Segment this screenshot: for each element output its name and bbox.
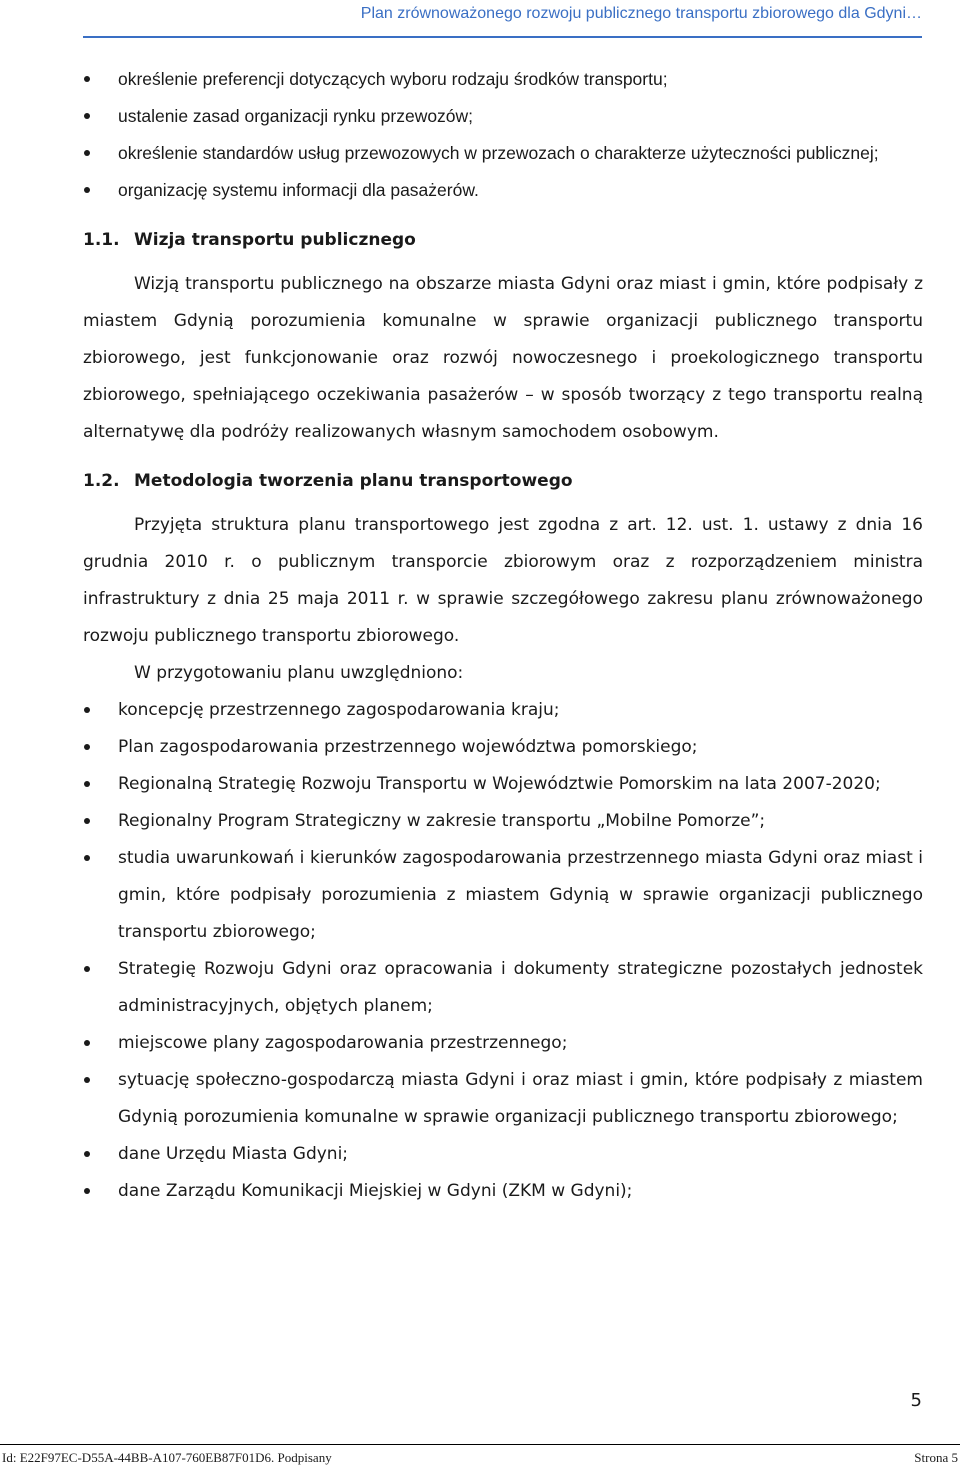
section-title: Wizja transportu publicznego bbox=[134, 230, 416, 250]
footer-document-id: Id: E22F97EC-D55A-44BB-A107-760EB87F01D6. Podpisany bbox=[2, 1450, 332, 1465]
list-item: koncepcję przestrzennego zagospodarowania kraju; bbox=[83, 692, 923, 729]
intro-bullet-list bbox=[83, 61, 923, 209]
header-divider bbox=[83, 36, 922, 38]
list-item: Plan zagospodarowania przestrzennego województwa pomorskiego; bbox=[83, 729, 923, 766]
section-number: 1.1. bbox=[83, 230, 120, 250]
section-paragraph: W przygotowaniu planu uwzględniono: bbox=[134, 663, 464, 683]
section-vision bbox=[83, 222, 923, 451]
section-methodology bbox=[83, 463, 923, 1210]
list-item: Regionalny Program Strategiczny w zakresie transportu „Mobilne Pomorze”; bbox=[83, 803, 923, 840]
list-item: organizację systemu informacji dla pasażerów. bbox=[83, 172, 923, 209]
list-item: miejscowe plany zagospodarowania przestrzennego; bbox=[83, 1025, 923, 1062]
section-number: 1.2. bbox=[83, 471, 120, 491]
sources-bullet-list bbox=[83, 692, 923, 1210]
list-item: Strategię Rozwoju Gdyni oraz opracowania i dokumenty strategiczne pozostałych jednostek administracyjnych, objętych planem; bbox=[83, 951, 923, 1025]
section-paragraph: Przyjęta struktura planu transportowego jest zgodna z art. 12. ust. 1. ustawy z dnia 16 grudnia 2010 r. o publicznym transporcie zbiorowym oraz z rozporządzeniem ministra infrastruktury z dnia 25 maja 2011 r. w sprawie szczegółowego zakresu planu zrównoważonego rozwoju publicznego transportu zbiorowego. bbox=[83, 515, 923, 646]
section-title: Metodologia tworzenia planu transportowego bbox=[134, 471, 573, 491]
page-header bbox=[0, 0, 960, 38]
section-paragraph: Wizją transportu publicznego na obszarze miasta Gdyni oraz miast i gmin, które podpisały z miastem Gdynią porozumienia komunalne w sprawie organizacji publicznego transportu zbiorowego, jest funkcjonowanie oraz rozwój nowoczesnego i proekologicznego transportu zbiorowego, spełniającego oczekiwania pasażerów – w sposób tworzący z tego transportu realną alternatywę dla podróży realizowanych własnym samochodem osobowym. bbox=[83, 274, 923, 442]
list-item: określenie standardów usług przewozowych w przewozach o charakterze użyteczności publicznej; bbox=[83, 135, 923, 172]
list-item: określenie preferencji dotyczących wyboru rodzaju środków transportu; bbox=[83, 61, 923, 98]
list-item: ustalenie zasad organizacji rynku przewozów; bbox=[83, 98, 923, 135]
list-item: studia uwarunkowań i kierunków zagospodarowania przestrzennego miasta Gdyni oraz miast i gmin, które podpisały porozumienia z miastem Gdynią w sprawie organizacji publicznego transportu zbiorowego; bbox=[83, 840, 923, 951]
header-title: Plan zrównoważonego rozwoju publicznego transportu zbiorowego dla Gdyni… bbox=[360, 5, 922, 22]
list-item: Regionalną Strategię Rozwoju Transportu w Województwie Pomorskim na lata 2007-2020; bbox=[83, 766, 923, 803]
list-item: dane Urzędu Miasta Gdyni; bbox=[83, 1136, 923, 1173]
footer-divider bbox=[0, 1444, 960, 1445]
section-heading bbox=[83, 463, 923, 500]
footer-page-label: Strona 5 bbox=[914, 1450, 958, 1465]
section-heading bbox=[83, 222, 923, 259]
list-item: sytuację społeczno-gospodarczą miasta Gdyni i oraz miast i gmin, które podpisały z miastem Gdynią porozumienia komunalne w sprawie organizacji publicznego transportu zbiorowego; bbox=[83, 1062, 923, 1136]
list-item: dane Zarządu Komunikacji Miejskiej w Gdyni (ZKM w Gdyni); bbox=[83, 1173, 923, 1210]
document-body bbox=[83, 61, 923, 1210]
page-number: 5 bbox=[910, 1390, 922, 1411]
